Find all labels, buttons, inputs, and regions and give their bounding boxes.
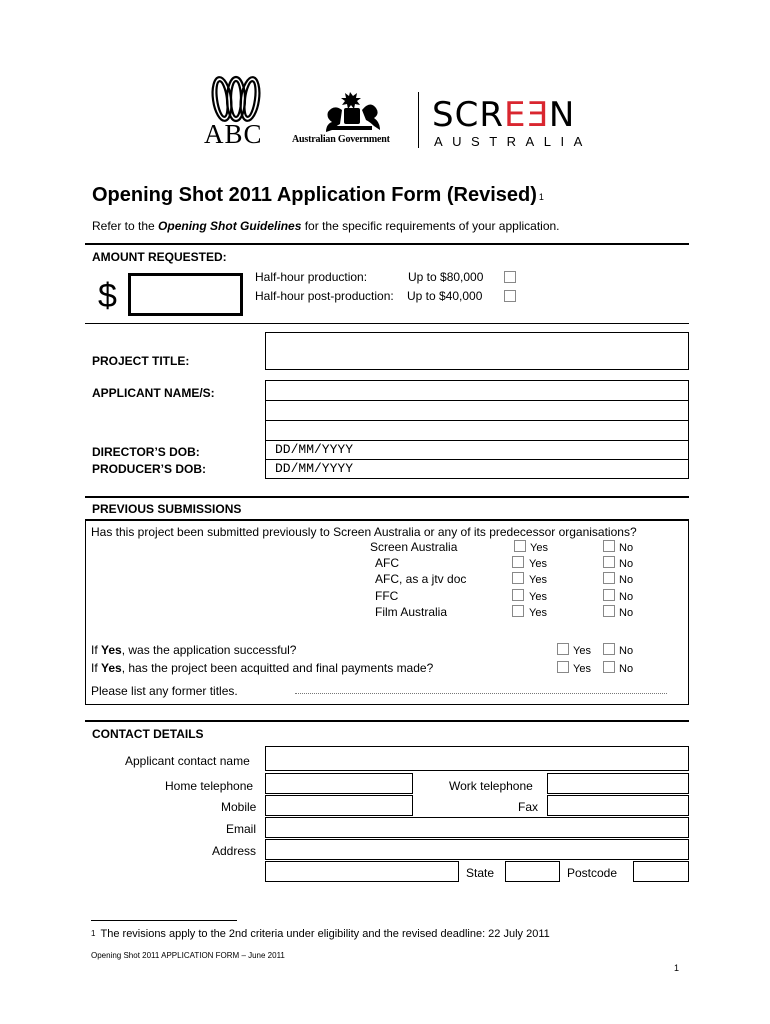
project-title-label: PROJECT TITLE: <box>92 354 190 368</box>
org-screen-australia-label: Screen Australia <box>370 540 458 554</box>
yes-label: Yes <box>529 591 547 603</box>
government-logo-text: Australian Government <box>292 134 390 145</box>
email-input[interactable] <box>265 817 689 838</box>
org-ffc-yes-checkbox[interactable] <box>512 589 524 601</box>
applicant-name-input-2[interactable] <box>265 400 689 421</box>
yes-label: Yes <box>529 574 547 586</box>
org-film-australia-yes-checkbox[interactable] <box>512 605 524 617</box>
intro-text: Refer to the Opening Shot Guidelines for the specific requirements of your application. <box>92 219 560 233</box>
org-ffc-label: FFC <box>375 589 399 603</box>
contact-divider <box>85 720 689 722</box>
org-afc-jtv-label: AFC, as a jtv doc <box>375 572 467 586</box>
abc-logo-text: ABC <box>204 119 263 149</box>
home-telephone-label: Home telephone <box>165 779 254 793</box>
page-title: Opening Shot 2011 Application Form (Revised) $^1$ <box>92 184 544 206</box>
footnote <box>91 927 550 941</box>
org-screen-australia-yes-checkbox[interactable] <box>514 540 526 552</box>
mobile-input[interactable] <box>265 795 413 816</box>
applicant-name-input-3[interactable] <box>265 420 689 441</box>
producer-dob-input[interactable] <box>265 459 689 479</box>
email-label: Email <box>226 822 257 836</box>
abc-lissajous-icon <box>200 74 272 124</box>
former-titles-label: Please list any former titles. <box>91 684 238 698</box>
work-telephone-input[interactable] <box>547 773 689 794</box>
applicant-contact-input[interactable] <box>265 746 689 771</box>
state-label: State <box>466 866 495 880</box>
home-telephone-input[interactable] <box>265 773 413 794</box>
footer-document-title: Opening Shot 2011 APPLICATION FORM – June 2011 <box>91 951 285 960</box>
org-film-australia-label: Film Australia <box>375 605 448 619</box>
contact-heading: CONTACT DETAILS <box>92 727 204 741</box>
amount-input[interactable] <box>128 273 243 316</box>
production-checkbox[interactable] <box>504 271 516 283</box>
no-label: No <box>619 663 634 675</box>
currency-symbol: $ <box>98 277 117 315</box>
amount-divider <box>85 323 689 324</box>
coat-of-arms-icon <box>292 90 412 134</box>
yes-label: Yes <box>573 663 591 675</box>
org-afc-jtv-yes-checkbox[interactable] <box>512 572 524 584</box>
applicant-name-input-1[interactable] <box>265 380 689 401</box>
yes-label: Yes <box>573 645 591 657</box>
government-crest-logo <box>292 90 412 150</box>
director-dob-value: DD/MM/YYYY <box>275 442 354 457</box>
address-input-line-2[interactable] <box>265 861 459 882</box>
amount-heading: AMOUNT REQUESTED: <box>92 250 227 264</box>
yes-label: Yes <box>530 542 548 554</box>
director-dob-input[interactable] <box>265 440 689 460</box>
org-screen-australia-no-checkbox[interactable] <box>603 540 615 552</box>
option-post-production-label: Half-hour post-production: <box>255 289 394 303</box>
org-afc-yes-checkbox[interactable] <box>512 556 524 568</box>
screen-australia-logo <box>432 95 592 152</box>
success-yes-checkbox[interactable] <box>557 643 569 655</box>
producer-dob-value: DD/MM/YYYY <box>275 461 354 476</box>
acquitted-no-checkbox[interactable] <box>603 661 615 673</box>
org-ffc-no-checkbox[interactable] <box>603 589 615 601</box>
option-production-label: Half-hour production: <box>255 270 368 284</box>
org-film-australia-no-checkbox[interactable] <box>603 605 615 617</box>
fax-input[interactable] <box>547 795 689 816</box>
no-label: No <box>619 558 634 570</box>
section-divider <box>85 243 689 245</box>
no-label: No <box>619 542 634 554</box>
no-label: No <box>619 591 634 603</box>
fax-label: Fax <box>518 800 539 814</box>
address-label: Address <box>212 844 257 858</box>
director-dob-label: DIRECTOR’S DOB: <box>92 445 200 459</box>
no-label: No <box>619 607 634 619</box>
australia-logo-text: AUSTRALIA <box>434 134 592 149</box>
state-input[interactable] <box>505 861 560 882</box>
footnote-text: The revisions apply to the 2nd criteria under eligibility and the revised deadline: 22 July 2011 <box>100 928 550 940</box>
previous-heading: PREVIOUS SUBMISSIONS <box>92 502 242 516</box>
post-production-checkbox[interactable] <box>504 290 516 302</box>
option-post-production-value: Up to $40,000 <box>407 289 483 303</box>
address-input[interactable] <box>265 839 689 860</box>
org-afc-no-checkbox[interactable] <box>603 556 615 568</box>
footnote-rule <box>91 920 237 921</box>
postcode-input[interactable] <box>633 861 689 882</box>
previous-divider-top <box>85 496 689 498</box>
no-label: No <box>619 645 634 657</box>
postcode-label: Postcode <box>567 866 618 880</box>
former-titles-input[interactable] <box>295 693 667 694</box>
org-afc-label: AFC <box>375 556 399 570</box>
page-number: 1 <box>674 963 680 973</box>
no-label: No <box>619 574 634 586</box>
producer-dob-label: PRODUCER’S DOB: <box>92 462 207 476</box>
logo-divider <box>418 92 419 148</box>
applicant-name-label: APPLICANT NAME/S: <box>92 386 215 400</box>
option-production-value: Up to $80,000 <box>408 270 484 284</box>
acquitted-question: If Yes, has the project been acquitted and final payments made? <box>91 661 434 675</box>
success-no-checkbox[interactable] <box>603 643 615 655</box>
org-afc-jtv-no-checkbox[interactable] <box>603 572 615 584</box>
abc-logo <box>200 74 272 150</box>
footnote-mark: 1 <box>91 929 96 938</box>
yes-label: Yes <box>529 558 547 570</box>
acquitted-yes-checkbox[interactable] <box>557 661 569 673</box>
project-title-input[interactable] <box>265 332 689 370</box>
work-telephone-label: Work telephone <box>449 779 533 793</box>
screen-logo-text: SCREEN <box>432 95 576 135</box>
yes-label: Yes <box>529 607 547 619</box>
previous-question: Has this project been submitted previously to Screen Australia or any of its predecessor organisations? <box>91 525 637 539</box>
success-question: If Yes, was the application successful? <box>91 643 297 657</box>
mobile-label: Mobile <box>221 800 257 814</box>
applicant-contact-label: Applicant contact name <box>125 754 250 768</box>
